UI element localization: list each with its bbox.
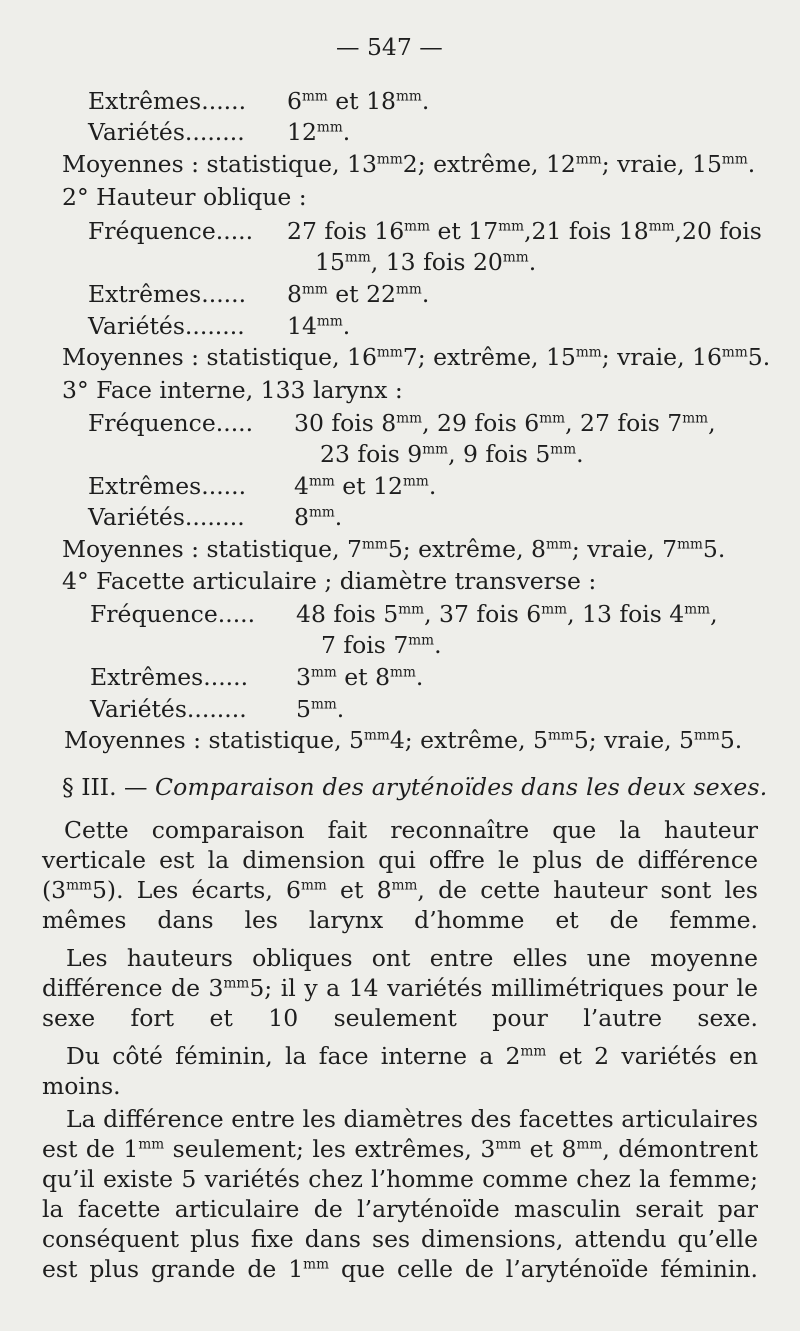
varietes-label-2: Variétés........ — [88, 312, 245, 340]
moyennes-3: Moyennes : statistique, $7^{mm}5$; extrême, $8^{mm}$; vraie, $7^{mm}5$. — [62, 535, 726, 563]
extremes-value-1: $6^{mm}$ et $18^{mm}$. — [287, 87, 430, 115]
section-number: § III. — — [62, 773, 148, 801]
moyennes-2: Moyennes : statistique, $16^{mm}7$; extrême, $15^{mm}$; vraie, $16^{mm}5$. — [62, 343, 771, 371]
paragraph-3: Du côté féminin, la face interne a $2^{mm}$ et 2 variétés en moins. — [42, 1042, 758, 1100]
varietes-value-1: $12^{mm}$. — [287, 118, 351, 146]
extremes-label-3: Extrêmes...... — [88, 472, 247, 500]
extremes-value-3: $4^{mm}$ et $12^{mm}$. — [294, 472, 437, 500]
section-heading — [62, 772, 767, 802]
section-title: Comparaison des aryténoïdes dans les deux sexes. — [155, 773, 768, 801]
frequence-line1-3: 30 fois $8^{mm}$, 29 fois $6^{mm}$, 27 fois $7^{mm}$, — [294, 409, 716, 437]
paragraph-1: Cette comparaison fait reconnaître que la hauteur verticale est la dimension qui offre le plus de différence $(3^{mm}5)$. Les écarts, $6^{mm}$ et $8^{mm}$, de cette hauteur sont les mêmes dans les larynx d’homme et de femme. — [42, 816, 758, 934]
frequence-line1-4: 48 fois $5^{mm}$, 37 fois $6^{mm}$, 13 fois $4^{mm}$, — [296, 600, 718, 628]
extremes-label-1: Extrêmes...... — [88, 87, 247, 115]
varietes-label-4: Variétés........ — [90, 695, 247, 723]
extremes-value-4: $3^{mm}$ et $8^{mm}$. — [296, 663, 424, 691]
paragraph-2: Les hauteurs obliques ont entre elles une moyenne différence de $3^{mm}5$; il y a 14 variétés millimétriques pour le sexe fort et 10 seulement pour l’autre sexe. — [42, 944, 758, 1032]
moyennes-1: Moyennes : statistique, $13^{mm}2$; extrême, $12^{mm}$; vraie, $15^{mm}$. — [62, 150, 756, 178]
frequence-label-2: Fréquence..... — [88, 217, 254, 245]
extremes-value-2: $8^{mm}$ et $22^{mm}$. — [287, 280, 430, 308]
heading-hauteur-oblique: 2° Hauteur oblique : — [62, 183, 307, 211]
extremes-label-2: Extrêmes...... — [88, 280, 247, 308]
varietes-value-3: $8^{mm}$. — [294, 503, 343, 531]
extremes-label-4: Extrêmes...... — [90, 663, 249, 691]
heading-facette-articulaire: 4° Facette articulaire ; diamètre transverse : — [62, 567, 597, 595]
varietes-label-1: Variétés........ — [88, 118, 245, 146]
paragraph-4: La différence entre les diamètres des facettes articulaires est de $1^{mm}$ seulement; les extrêmes, $3^{mm}$ et $8^{mm}$, démontrent qu’il existe 5 variétés chez l’homme comme chez la femme; la facette articulaire de l’aryténoïde masculin serait par conséquent plus fixe dans ses dimensions, attendu qu’elle est plus grande de $1^{mm}$ que celle de l’aryténoïde féminin. — [42, 1105, 758, 1283]
frequence-line2-3: 23 fois $9^{mm}$, 9 fois $5^{mm}$. — [320, 440, 584, 468]
frequence-line2-4: 7 fois $7^{mm}$. — [321, 631, 442, 659]
varietes-value-4: $5^{mm}$. — [296, 695, 345, 723]
frequence-label-3: Fréquence..... — [88, 409, 254, 437]
varietes-label-3: Variétés........ — [88, 503, 245, 531]
frequence-label-4: Fréquence..... — [90, 600, 256, 628]
page-number: — 547 — — [336, 33, 443, 61]
frequence-line2-2: $15^{mm}$, 13 fois $20^{mm}$. — [315, 248, 537, 276]
frequence-line1-2: 27 fois $16^{mm}$ et $17^{mm},21$ fois $18^{mm},20$ fois — [287, 217, 762, 245]
varietes-value-2: $14^{mm}$. — [287, 312, 351, 340]
moyennes-4: Moyennes : statistique, $5^{mm}4$; extrême, $5^{mm}5$; vraie, $5^{mm}5$. — [64, 726, 743, 754]
heading-face-interne: 3° Face interne, 133 larynx : — [62, 376, 403, 404]
